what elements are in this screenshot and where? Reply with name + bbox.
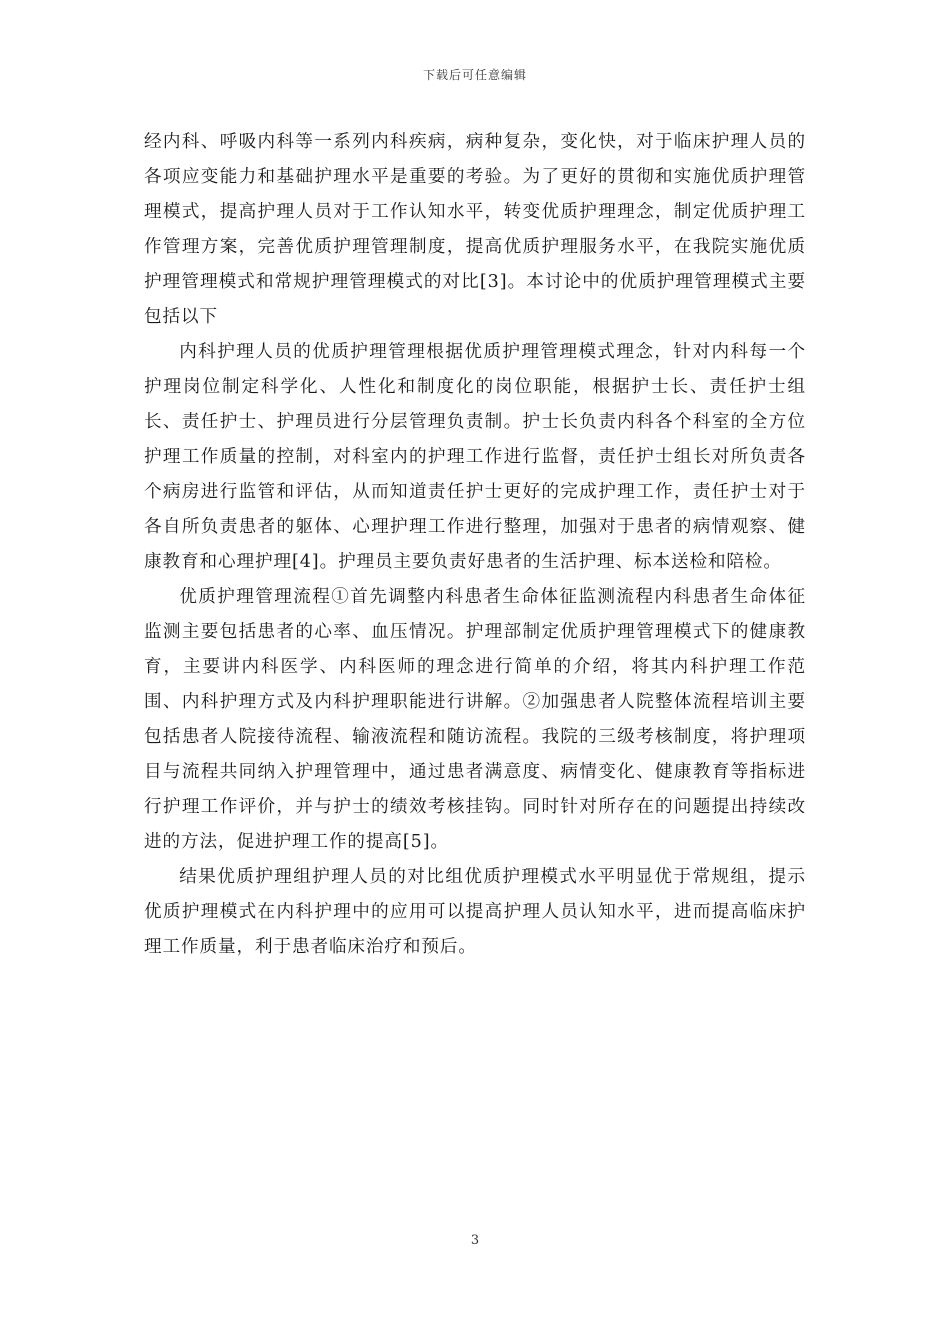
paragraph-nursing-staff: 内科护理人员的优质护理管理根据优质护理管理模式理念，针对内科每一个护理岗位制定科学化、人性化和制度化的岗位职能，根据护士长、责任护士组长、责任护士、护理员进行分层管理负责制。护士长负责内科各个科室的全方位护理工作质量的控制，对科室内的护理工作进行监督，责任护士组长对所负责各个病房进行监管和评估，从而知道责任护士更好的完成护理工作，责任护士对于各自所负责患者的躯体、心理护理工作进行整理，加强对于患者的病情观察、健康教育和心理护理[4]。护理员主要负责好患者的生活护理、标本送检和陪检。 xyxy=(144,342,806,572)
document-body xyxy=(144,125,806,965)
paragraph-results: 结果优质护理组护理人员的对比组优质护理模式水平明显优于常规组，提示优质护理模式在内科护理中的应用可以提高护理人员认知水平，进而提高临床护理工作质量，利于患者临床治疗和预后。 xyxy=(144,867,806,957)
page-number: 3 xyxy=(470,1233,480,1248)
page-header: 下载后可任意编辑 xyxy=(422,68,527,82)
paragraph-continuation: 经内科、呼吸内科等一系列内科疾病，病种复杂，变化快，对于临床护理人员的各项应变能力和基础护理水平是重要的考验。为了更好的贯彻和实施优质护理管理模式，提高护理人员对于工作认知水平，转变优质护理理念，制定优质护理工作管理方案，完善优质护理管理制度，提高优质护理服务水平，在我院实施优质护理管理模式和常规护理管理模式的对比[3]。本讨论中的优质护理管理模式主要包括以下 xyxy=(144,132,806,327)
paragraph-management-process: 优质护理管理流程①首先调整内科患者生命体征监测流程内科患者生命体征监测主要包括患者的心率、血压情况。护理部制定优质护理管理模式下的健康教育，主要讲内科医学、内科医师的理念进行简单的介绍，将其内科护理工作范围、内科护理方式及内科护理职能进行讲解。②加强患者人院整体流程培训主要包括患者人院接待流程、输液流程和随访流程。我院的三级考核制度，将护理项目与流程共同纳入护理管理中，通过患者满意度、病情变化、健康教育等指标进行护理工作评价，并与护士的绩效考核挂钩。同时针对所存在的问题提出持续改进的方法，促进护理工作的提高[5]。 xyxy=(144,587,806,852)
